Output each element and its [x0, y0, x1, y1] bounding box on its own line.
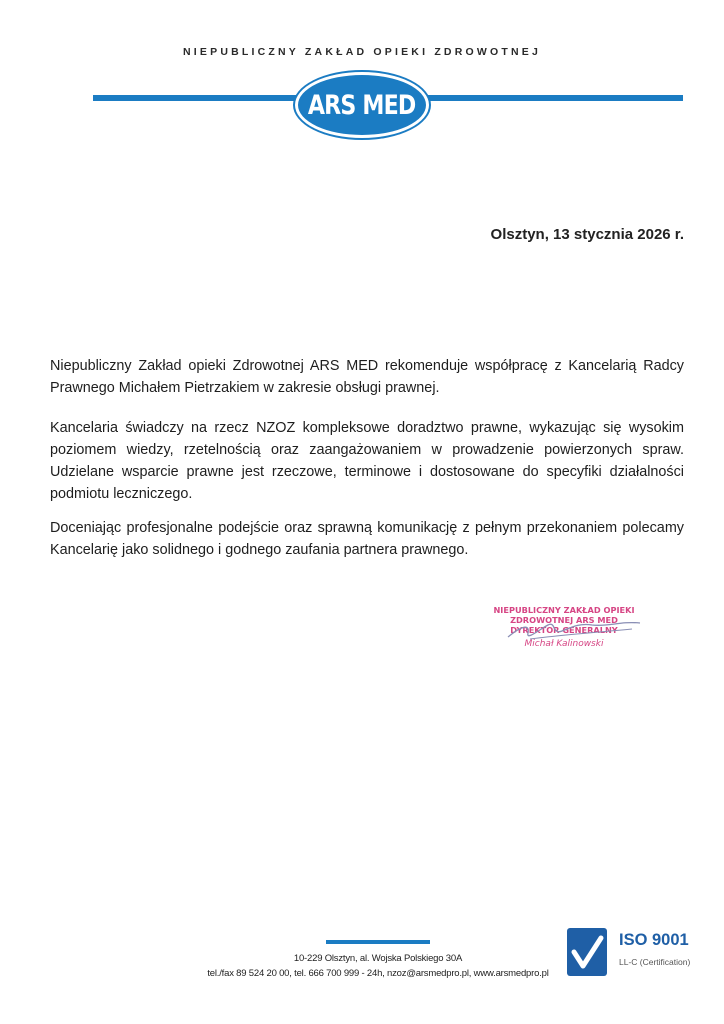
- footer-bar: [326, 940, 430, 944]
- ars-med-logo: [93, 72, 683, 134]
- paragraph-2: [50, 417, 684, 505]
- paragraph-1: [50, 355, 684, 399]
- stamp-line-1: NIEPUBLICZNY ZAKŁAD OPIEKI: [493, 605, 635, 615]
- iso-check-icon: [567, 928, 607, 976]
- stamp-line-3: DYREKTOR GENERALNY: [510, 625, 618, 635]
- signature-icon: [500, 615, 650, 645]
- logo-text: ARS MED: [308, 89, 416, 121]
- paragraph-1-text: Niepubliczny Zakład opieki Zdrowotnej ARS MED rekomenduje współpracę z Kancelarią Radcy Prawnego Michałem Pietrzakiem w zakresie obsługi prawnej.: [50, 358, 684, 396]
- paragraph-3-text: Doceniając profesjonalne podejście oraz sprawną komunikację z pełnym przekonaniem polecamy Kancelarię jako solidnego i godnego zaufania partnera prawnego.: [50, 520, 684, 558]
- footer-address: 10-229 Olsztyn, al. Wojska Polskiego 30A: [293, 953, 463, 964]
- iso-title: ISO 9001: [619, 931, 689, 949]
- iso-subtitle: LL-C (Certification): [619, 957, 691, 967]
- letter-date: Olsztyn, 13 stycznia 2026 r.: [490, 226, 684, 243]
- logo-oval: [295, 72, 429, 138]
- stamp-name: Michał Kalinowski: [524, 639, 604, 649]
- footer-contact: tel./fax 89 524 20 00, tel. 666 700 999 - 24h, nzoz@arsmedpro.pl, www.arsmedpro.pl: [207, 968, 549, 979]
- stamp-line-2: ZDROWOTNEJ ARS MED: [510, 615, 618, 625]
- company-tagline: NIEPUBLICZNY ZAKŁAD OPIEKI ZDROWOTNEJ: [183, 46, 541, 58]
- paragraph-2-text: Kancelaria świadczy na rzecz NZOZ kompleksowe doradztwo prawne, wykazując się wysokim poziomem wiedzy, rzetelnością oraz zaangażowaniem w prowadzenie powierzonych spraw. Udzielane wsparcie prawne jest rzeczowe, terminowe i dostosowane do specyfiki działalności podmiotu leczniczego.: [50, 420, 684, 502]
- paragraph-3: [50, 517, 684, 561]
